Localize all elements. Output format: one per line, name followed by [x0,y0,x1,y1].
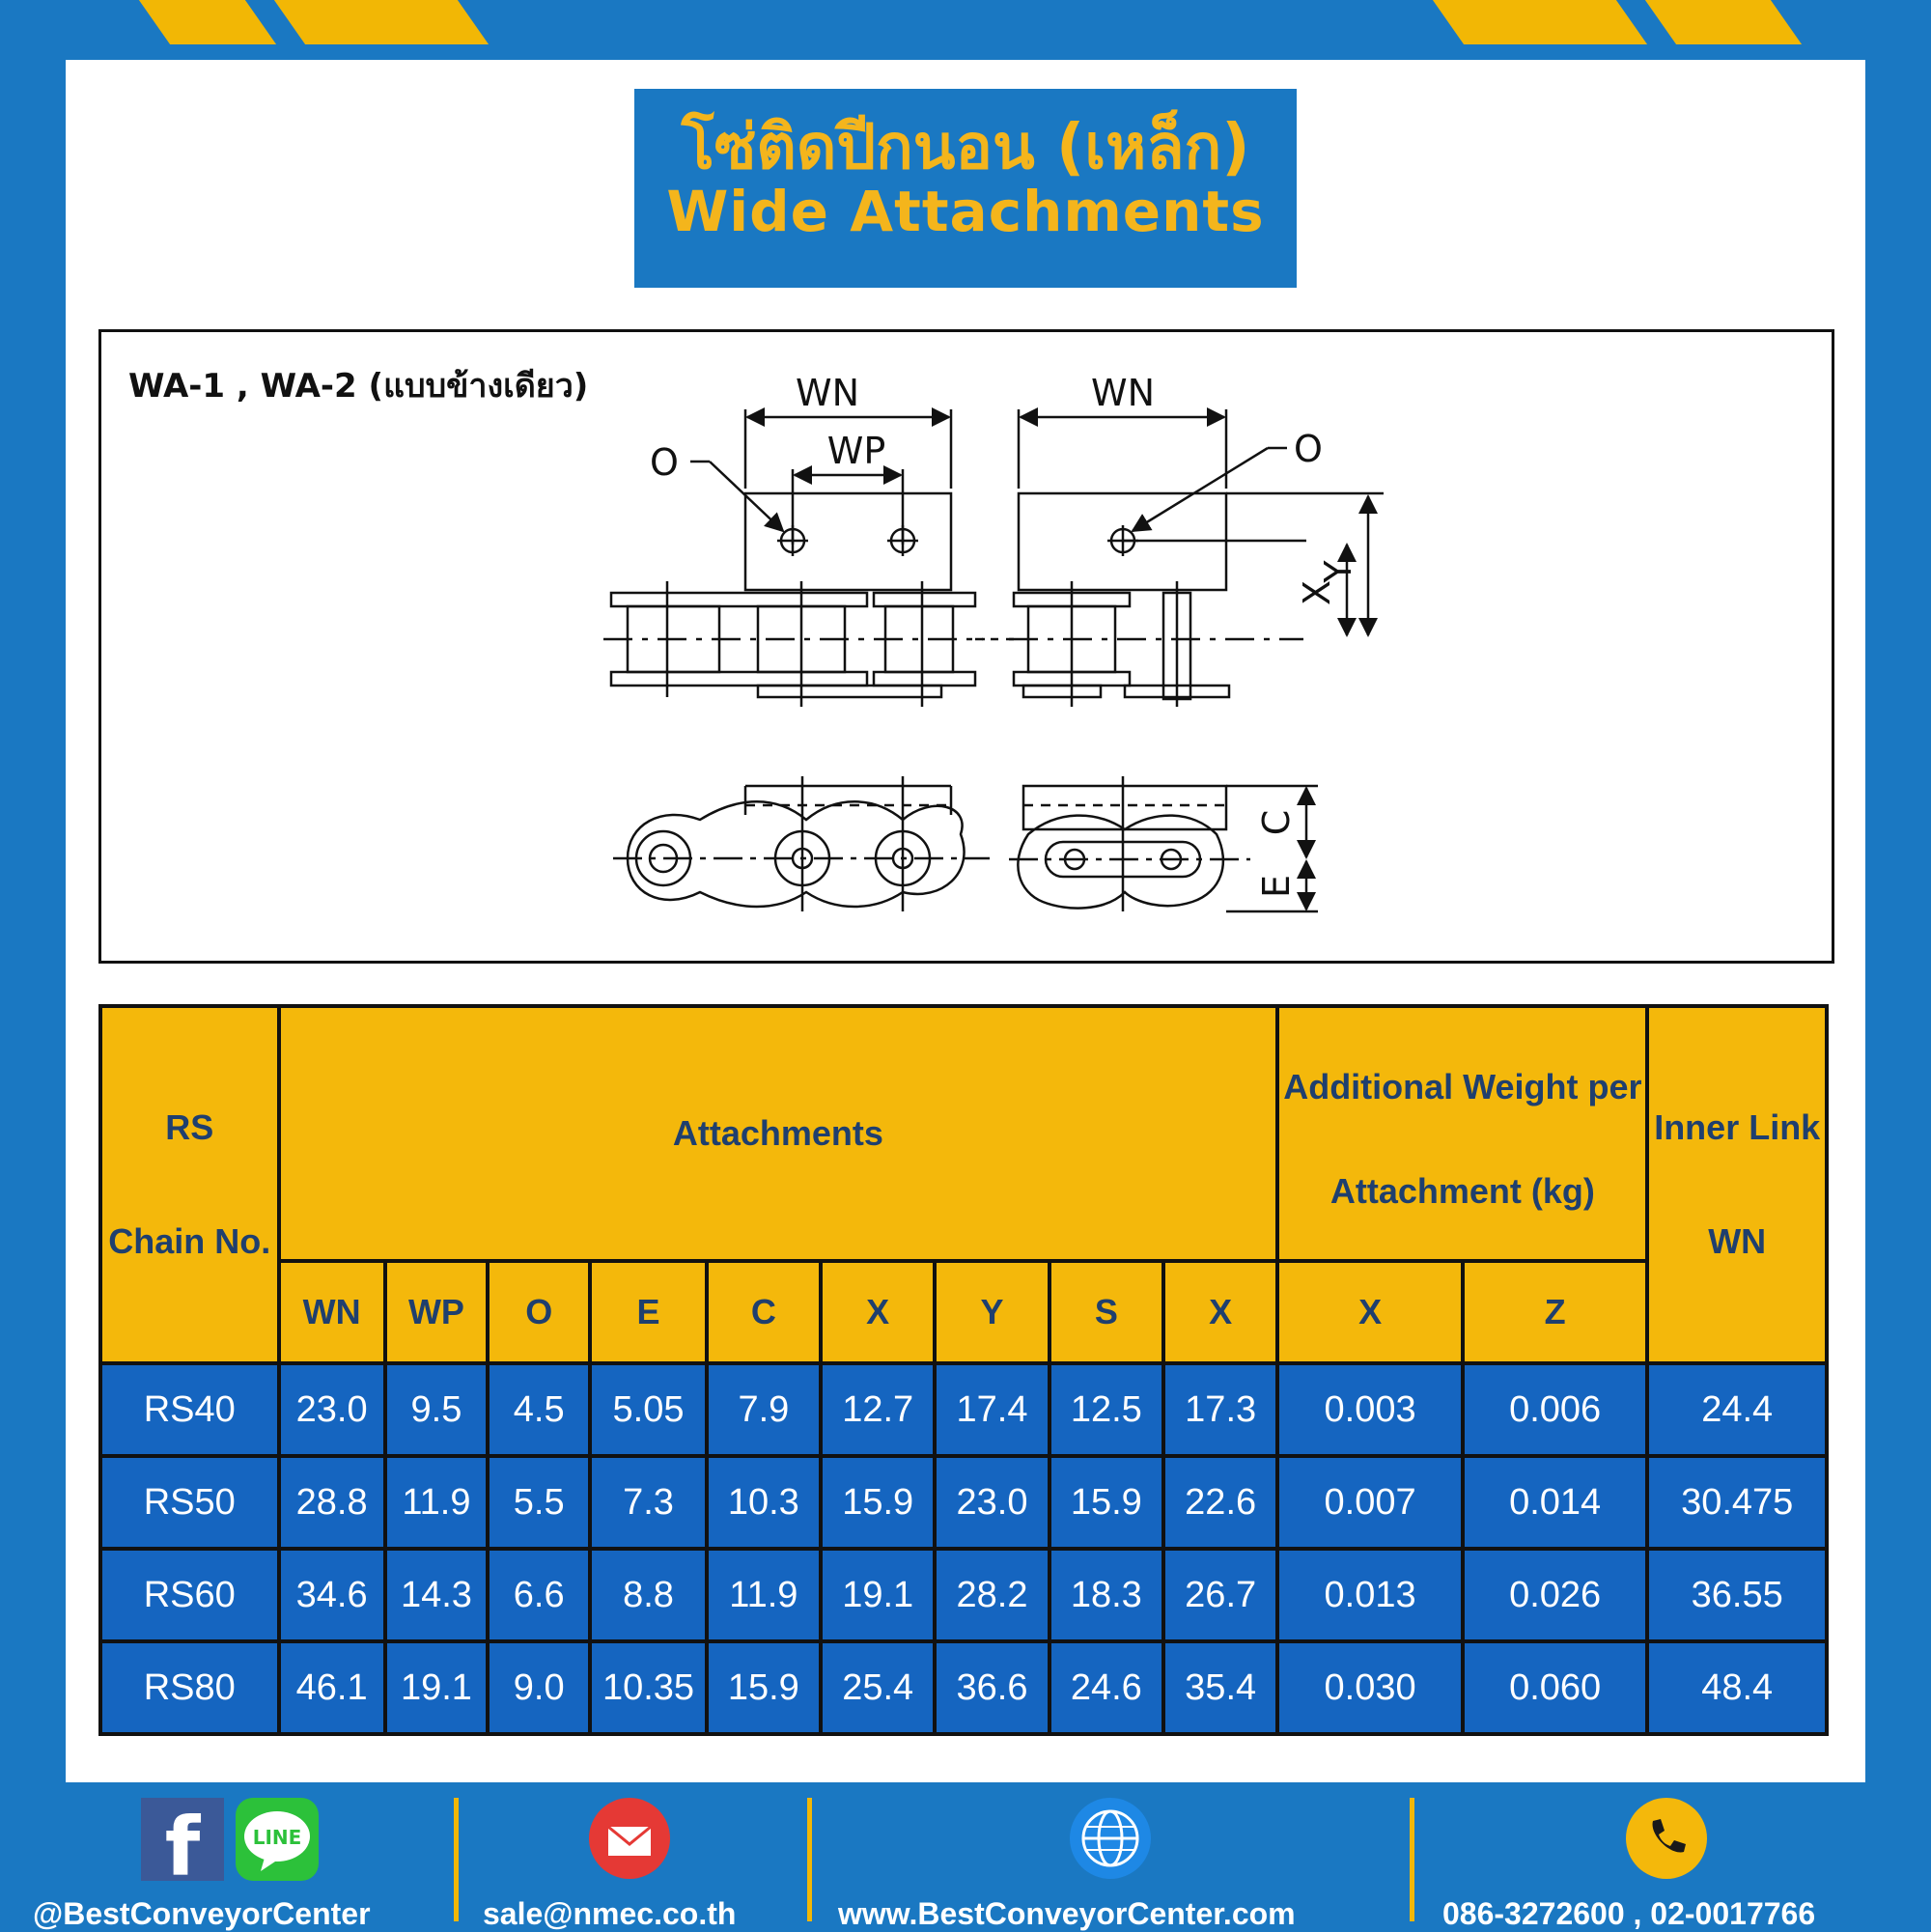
header-inner-link [1647,1006,1827,1363]
cell: 10.3 [707,1456,821,1549]
footer-phone[interactable]: 086-3272600 , 02-0017766 [1442,1896,1816,1931]
cell: 10.35 [590,1641,706,1734]
cell-chain: RS50 [100,1456,279,1549]
phone-icon[interactable] [1626,1798,1707,1879]
cell-chain: RS40 [100,1363,279,1456]
subheader-e: E [590,1261,706,1363]
diagram-box [98,329,1834,964]
header-weight-line2: Attachment (kg) [1329,1171,1595,1211]
subheader-y: Y [935,1261,1049,1363]
facebook-letter: f [164,1800,201,1881]
table-row [100,1363,1827,1456]
cell: 0.007 [1277,1456,1463,1549]
cell: 11.9 [385,1456,488,1549]
header-inner-line2: WN [1708,1221,1767,1261]
cell: 9.5 [385,1363,488,1456]
cell: 15.9 [1049,1456,1163,1549]
cell: 9.0 [488,1641,590,1734]
footer-divider [454,1798,459,1921]
header-weight [1277,1006,1647,1261]
cell: 4.5 [488,1363,590,1456]
chain-diagram [101,332,1832,961]
subheader-weight-z: Z [1463,1261,1648,1363]
title-thai: โซ่ติดปีกนอน (เหล็ก) [681,112,1250,183]
footer [0,1782,1931,1931]
cell: 23.0 [935,1456,1049,1549]
dim-wp: WP [826,430,886,472]
cell: 8.8 [590,1549,706,1641]
dim-y: Y [1317,560,1359,583]
header-rs: RS [165,1107,214,1147]
footer-social[interactable]: @BestConveyorCenter [33,1896,371,1931]
header-rs-chain [100,1006,279,1363]
title-english: Wide Attachments [666,179,1265,244]
subheader-s: S [1049,1261,1163,1363]
cell: 48.4 [1647,1641,1827,1734]
cell: 23.0 [279,1363,385,1456]
cell: 17.4 [935,1363,1049,1456]
subheader-x: X [821,1261,935,1363]
cell: 0.006 [1463,1363,1648,1456]
globe-icon[interactable] [1070,1798,1151,1879]
footer-email[interactable]: sale@nmec.co.th [483,1896,737,1931]
dim-o-right: O [1294,428,1323,470]
cell: 11.9 [707,1549,821,1641]
top-stripe-4 [1645,0,1802,44]
cell: 24.4 [1647,1363,1827,1456]
spec-table [98,1004,1829,1736]
footer-divider [807,1798,812,1921]
table-row [100,1641,1827,1734]
header-inner-line1: Inner Link [1654,1107,1821,1147]
dim-c: C [1255,809,1298,836]
dim-x: X [1296,579,1338,606]
cell-chain: RS60 [100,1549,279,1641]
cell: 7.9 [707,1363,821,1456]
header-weight-line1: Additional Weight per [1283,1067,1642,1106]
subheader-c: C [707,1261,821,1363]
cell: 0.013 [1277,1549,1463,1641]
cell: 6.6 [488,1549,590,1641]
cell: 19.1 [385,1641,488,1734]
header-chain-no: Chain No. [108,1221,271,1261]
subheader-weight-x: X [1277,1261,1463,1363]
cell: 15.9 [821,1456,935,1549]
cell: 7.3 [590,1456,706,1549]
dim-wn-right: WN [1091,372,1155,414]
cell: 12.5 [1049,1363,1163,1456]
top-stripe-3 [1433,0,1647,44]
cell: 46.1 [279,1641,385,1734]
subheader-wp: WP [385,1261,488,1363]
title-banner [634,89,1297,288]
cell: 36.6 [935,1641,1049,1734]
cell: 12.7 [821,1363,935,1456]
top-stripe-2 [274,0,489,44]
cell: 22.6 [1163,1456,1277,1549]
cell: 5.5 [488,1456,590,1549]
cell: 0.030 [1277,1641,1463,1734]
diagram-caption: WA-1 , WA-2 (แบบข้างเดียว) [128,367,589,406]
cell: 17.3 [1163,1363,1277,1456]
cell: 0.060 [1463,1641,1648,1734]
dim-e: E [1255,874,1298,899]
cell: 35.4 [1163,1641,1277,1734]
cell: 19.1 [821,1549,935,1641]
cell: 30.475 [1647,1456,1827,1549]
cell: 14.3 [385,1549,488,1641]
cell: 0.003 [1277,1363,1463,1456]
footer-website[interactable]: www.BestConveyorCenter.com [838,1896,1296,1931]
cell: 36.55 [1647,1549,1827,1641]
dim-wn-left: WN [796,372,859,414]
subheader-o: O [488,1261,590,1363]
cell: 34.6 [279,1549,385,1641]
footer-divider [1410,1798,1414,1921]
cell: 25.4 [821,1641,935,1734]
cell: 0.026 [1463,1549,1648,1641]
cell: 5.05 [590,1363,706,1456]
dim-o-left: O [650,441,679,484]
cell: 28.2 [935,1549,1049,1641]
cell: 18.3 [1049,1549,1163,1641]
cell: 15.9 [707,1641,821,1734]
subheader-x2: X [1163,1261,1277,1363]
cell: 28.8 [279,1456,385,1549]
cell: 24.6 [1049,1641,1163,1734]
email-icon[interactable] [589,1798,670,1879]
cell: 0.014 [1463,1456,1648,1549]
table-row [100,1456,1827,1549]
top-stripe-1 [139,0,276,44]
table-row [100,1549,1827,1641]
subheader-wn: WN [279,1261,385,1363]
line-icon[interactable] [236,1798,319,1881]
facebook-icon[interactable] [141,1798,224,1881]
header-attachments: Attachments [279,1006,1278,1261]
line-label: LINE [252,1826,302,1849]
cell-chain: RS80 [100,1641,279,1734]
cell: 26.7 [1163,1549,1277,1641]
